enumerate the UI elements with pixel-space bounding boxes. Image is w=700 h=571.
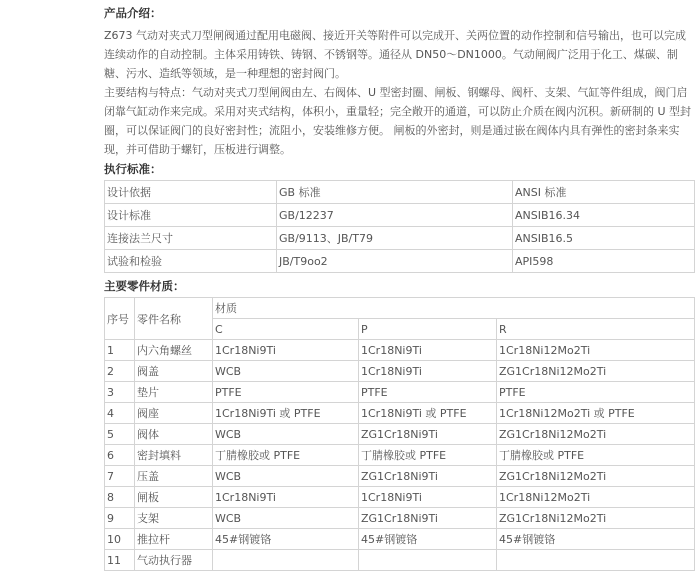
table-cell: 丁腈橡胶或 PTFE <box>213 445 359 466</box>
table-cell: 阀座 <box>135 403 213 424</box>
table-cell: 45#钢镀铬 <box>359 529 497 550</box>
table-cell: ZG1Cr18Ni12Mo2Ti <box>497 466 695 487</box>
table-cell: PTFE <box>497 382 695 403</box>
table-cell: 1Cr18Ni9Ti <box>359 361 497 382</box>
table-cell: WCB <box>213 424 359 445</box>
table-cell: 压盖 <box>135 466 213 487</box>
table-cell <box>359 550 497 571</box>
table-cell: PTFE <box>359 382 497 403</box>
table-cell: PTFE <box>213 382 359 403</box>
table-row <box>105 487 695 508</box>
table-row <box>105 382 695 403</box>
table-cell: 1Cr18Ni12Mo2Ti 或 PTFE <box>497 403 695 424</box>
table-cell: GB 标准 <box>277 181 513 204</box>
table-cell: 推拉杆 <box>135 529 213 550</box>
table-cell: ZG1Cr18Ni12Mo2Ti <box>497 361 695 382</box>
table-row <box>105 181 695 204</box>
table-cell: ZG1Cr18Ni12Mo2Ti <box>497 424 695 445</box>
table-cell: 1Cr18Ni12Mo2Ti <box>497 340 695 361</box>
grade-header-p: P <box>359 319 497 340</box>
table-cell: ANSIB16.5 <box>513 227 695 250</box>
table-cell <box>213 550 359 571</box>
table-cell: 10 <box>105 529 135 550</box>
table-row <box>105 445 695 466</box>
table-cell: ANSIB16.34 <box>513 204 695 227</box>
table-cell: API598 <box>513 250 695 273</box>
col-header-name: 零件名称 <box>135 298 213 340</box>
table-cell: 设计标准 <box>105 204 277 227</box>
table-cell: 丁腈橡胶或 PTFE <box>497 445 695 466</box>
table-cell: GB/12237 <box>277 204 513 227</box>
table-cell: WCB <box>213 508 359 529</box>
table-cell: 试验和检验 <box>105 250 277 273</box>
table-cell: 1Cr18Ni12Mo2Ti <box>497 487 695 508</box>
table-cell: ZG1Cr18Ni9Ti <box>359 466 497 487</box>
table-cell: 1 <box>105 340 135 361</box>
table-row <box>105 250 695 273</box>
table-cell: 阀体 <box>135 424 213 445</box>
table-cell: 4 <box>105 403 135 424</box>
table-cell: 3 <box>105 382 135 403</box>
table-cell: 闸板 <box>135 487 213 508</box>
table-cell: WCB <box>213 466 359 487</box>
table-cell: 设计依据 <box>105 181 277 204</box>
parts-heading: 主要零件材质： <box>104 279 185 293</box>
col-header-no: 序号 <box>105 298 135 340</box>
table-cell: 1Cr18Ni9Ti 或 PTFE <box>213 403 359 424</box>
table-row <box>105 340 695 361</box>
table-cell: 8 <box>105 487 135 508</box>
table-row <box>105 403 695 424</box>
intro-paragraph-1: Z673 气动对夹式刀型闸阀通过配用电磁阀、接近开关等附件可以完成开、关两位置的动作控制和信号输出，也可以完成连续动作的自动控制。主体采用铸铁、铸钢、不锈钢等。通径从 DN50～DN1000。气动闸阀广泛用于化工、煤碳、制糖、污水、造纸等领域，是一种理想的密封阀门。 <box>104 29 687 80</box>
table-cell <box>497 550 695 571</box>
table-cell: 1Cr18Ni9Ti 或 PTFE <box>359 403 497 424</box>
table-cell: 1Cr18Ni9Ti <box>359 487 497 508</box>
table-cell: 阀盖 <box>135 361 213 382</box>
col-header-material: 材质 <box>213 298 695 319</box>
table-cell: 内六角螺丝 <box>135 340 213 361</box>
table-cell: 支架 <box>135 508 213 529</box>
table-header-row <box>105 298 695 319</box>
table-cell: JB/T9oo2 <box>277 250 513 273</box>
table-row <box>105 508 695 529</box>
table-cell: GB/9113、JB/T79 <box>277 227 513 250</box>
parts-material-table <box>104 297 695 571</box>
table-cell: ZG1Cr18Ni12Mo2Ti <box>497 508 695 529</box>
table-cell: 11 <box>105 550 135 571</box>
table-cell: 45#钢镀铬 <box>497 529 695 550</box>
table-cell: 丁腈橡胶或 PTFE <box>359 445 497 466</box>
table-row <box>105 466 695 487</box>
table-cell: 密封填料 <box>135 445 213 466</box>
grade-header-r: R <box>497 319 695 340</box>
table-cell: 1Cr18Ni9Ti <box>213 487 359 508</box>
table-cell: WCB <box>213 361 359 382</box>
intro-paragraph-2: 主要结构与特点：气动对夹式刀型闸阀由左、右阀体、U 型密封圈、闸板、钢螺母、阀杆、支架、气缸等件组成，阀门启闭靠气缸动作来完成。采用对夹式结构，体积小，重量轻；完全敞开的通道，可以防止介质在阀内沉积。新研制的 U 型封圈，可以保证阀门的良好密封性；流阻小，安装维修方便。 闸板的外密封，则是通过嵌在阀体内具有弹性的密封条来实现，并可借助于螺钉，压板进行调整。 <box>104 86 692 156</box>
table-cell: ANSI 标准 <box>513 181 695 204</box>
table-row <box>105 550 695 571</box>
table-cell: 5 <box>105 424 135 445</box>
table-cell: 9 <box>105 508 135 529</box>
table-cell: 45#钢镀铬 <box>213 529 359 550</box>
table-row <box>105 529 695 550</box>
table-cell: 垫片 <box>135 382 213 403</box>
table-cell: 7 <box>105 466 135 487</box>
standards-heading: 执行标准： <box>104 162 162 176</box>
table-cell: 2 <box>105 361 135 382</box>
table-cell: ZG1Cr18Ni9Ti <box>359 424 497 445</box>
table-cell: ZG1Cr18Ni9Ti <box>359 508 497 529</box>
table-row <box>105 227 695 250</box>
table-cell: 气动执行器 <box>135 550 213 571</box>
table-cell: 1Cr18Ni9Ti <box>359 340 497 361</box>
table-cell: 6 <box>105 445 135 466</box>
table-cell: 连接法兰尺寸 <box>105 227 277 250</box>
table-row <box>105 361 695 382</box>
table-row <box>105 424 695 445</box>
table-row <box>105 204 695 227</box>
product-description <box>104 0 694 571</box>
standards-table <box>104 180 695 273</box>
intro-heading: 产品介绍： <box>104 6 162 20</box>
grade-header-c: C <box>213 319 359 340</box>
table-cell: 1Cr18Ni9Ti <box>213 340 359 361</box>
